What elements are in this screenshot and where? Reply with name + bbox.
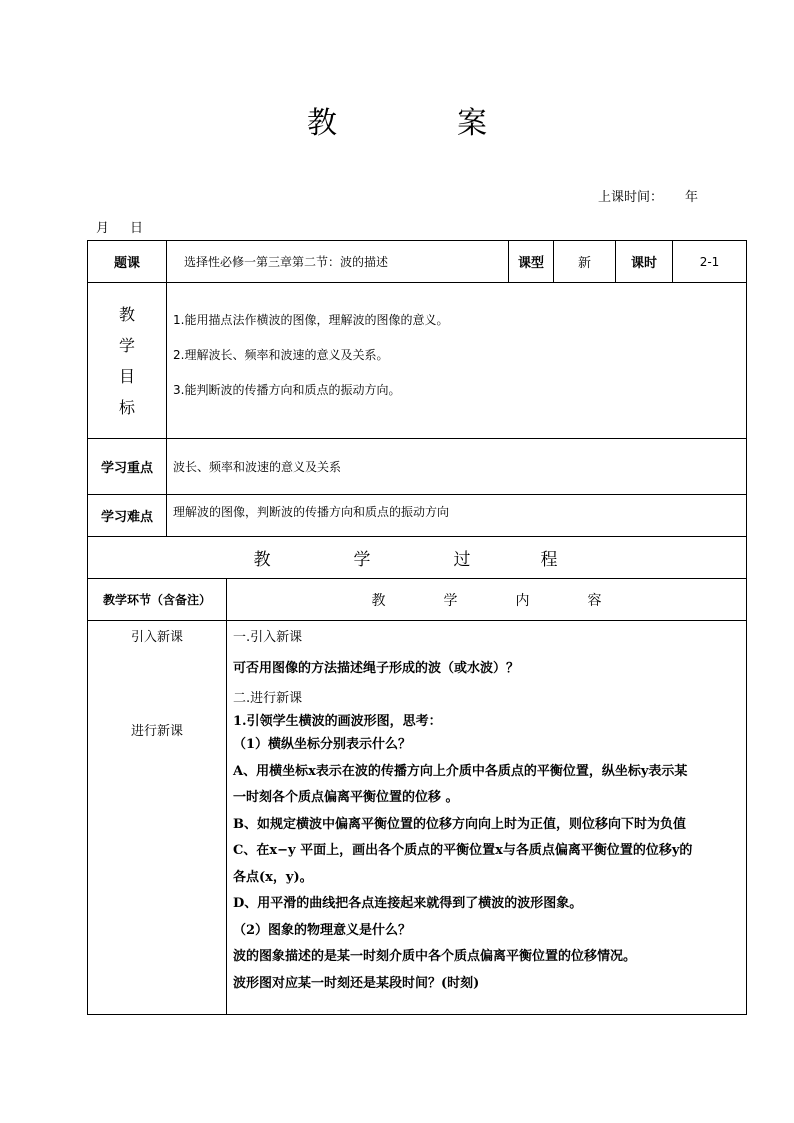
difficulties-label: 学习难点 <box>88 495 167 537</box>
stage-new-lesson: 进行新课 <box>130 723 183 739</box>
content-line: 1.引领学生横波的画波形图，思考： <box>233 714 442 729</box>
content-line: 一.引入新课 <box>233 630 303 645</box>
content-line: 一时刻各个质点偏离平衡位置的位移 。 <box>233 790 459 805</box>
process-title-char: 教 <box>253 550 271 570</box>
process-title-char: 程 <box>540 550 558 570</box>
objective-item: 3.能判断波的传播方向和质点的振动方向。 <box>173 383 401 397</box>
objectives-label-char: 目 <box>118 366 135 386</box>
key-points-label: 学习重点 <box>88 439 167 495</box>
content-line: D、用平滑的曲线把各点连接起来就得到了横波的波形图象。 <box>233 896 583 911</box>
month-label: 月 <box>96 221 110 236</box>
content-line: A、用横坐标x表示在波的传播方向上介质中各质点的平衡位置，纵坐标y表示某 <box>233 763 688 779</box>
day-label: 日 <box>130 221 144 236</box>
content-line: 二.进行新课 <box>233 690 303 706</box>
objectives-label-char: 教 <box>118 304 135 324</box>
content-line: 各点(x，y)。 <box>233 869 313 885</box>
col-header-stage: 教学环节（含备注） <box>88 579 227 621</box>
objectives-row <box>88 283 747 439</box>
hours-label: 课时 <box>616 241 673 283</box>
type-label: 课型 <box>509 241 554 283</box>
content-line: 波形图对应某一时刻还是某段时间？(时刻) <box>233 975 480 991</box>
col-header-content <box>227 579 747 621</box>
class-time-label: 上课时间： <box>598 190 664 205</box>
process-title-row <box>88 537 747 579</box>
topic-value: 选择性必修一第三章第二节：波的描述 <box>167 241 509 283</box>
process-title-char: 学 <box>353 550 371 570</box>
title-char-2: 案 <box>457 106 487 141</box>
content-line: （1）横纵坐标分别表示什么？ <box>233 737 412 752</box>
objectives-label-char: 学 <box>118 335 135 355</box>
key-points-row <box>88 439 747 495</box>
difficulties-row <box>88 495 747 537</box>
col-header-char: 教 <box>371 592 386 609</box>
process-title <box>88 537 747 579</box>
hours-value: 2-1 <box>673 241 747 283</box>
content-line: 可否用图像的方法描述绳子形成的波（或水波）？ <box>233 660 520 676</box>
content-line: C、在x−y 平面上，画出各个质点的平衡位置x与各质点偏离平衡位置的位移y的 <box>233 843 693 858</box>
objectives-label-char: 标 <box>118 397 135 417</box>
type-value: 新 <box>554 241 616 283</box>
lesson-plan-table <box>87 240 747 1015</box>
process-title-char: 过 <box>453 550 471 570</box>
content-line: 波的图象描述的是某一时刻介质中各个质点偏离平衡位置的位移情况。 <box>233 949 637 964</box>
stage-column <box>88 621 227 1015</box>
difficulties-value: 理解波的图像，判断波的传播方向和质点的振动方向 <box>167 495 747 537</box>
col-header-char: 内 <box>515 592 530 609</box>
title-char-1: 教 <box>307 106 337 141</box>
col-header-char: 容 <box>587 592 602 609</box>
content-line: B、如规定横波中偏离平衡位置的位移方向向上时为正值，则位移向下时为负值 <box>233 816 686 832</box>
topic-row <box>88 241 747 283</box>
key-points-value: 波长、频率和波速的意义及关系 <box>167 439 747 495</box>
col-header-char: 学 <box>443 592 458 609</box>
content-line: （2）图象的物理意义是什么？ <box>233 922 412 938</box>
content-column <box>227 621 747 1015</box>
process-header-row <box>88 579 747 621</box>
objective-item: 2.理解波长、频率和波速的意义及关系。 <box>173 348 389 362</box>
objectives-label <box>88 283 167 439</box>
year-label: 年 <box>685 190 699 205</box>
topic-label: 题课 <box>88 241 167 283</box>
objective-item: 1.能用描点法作横波的图像，理解波的图像的意义。 <box>173 313 449 327</box>
objectives-list <box>167 283 747 439</box>
document-title <box>0 98 794 142</box>
process-content-row <box>88 621 747 1015</box>
stage-intro: 引入新课 <box>130 630 183 645</box>
